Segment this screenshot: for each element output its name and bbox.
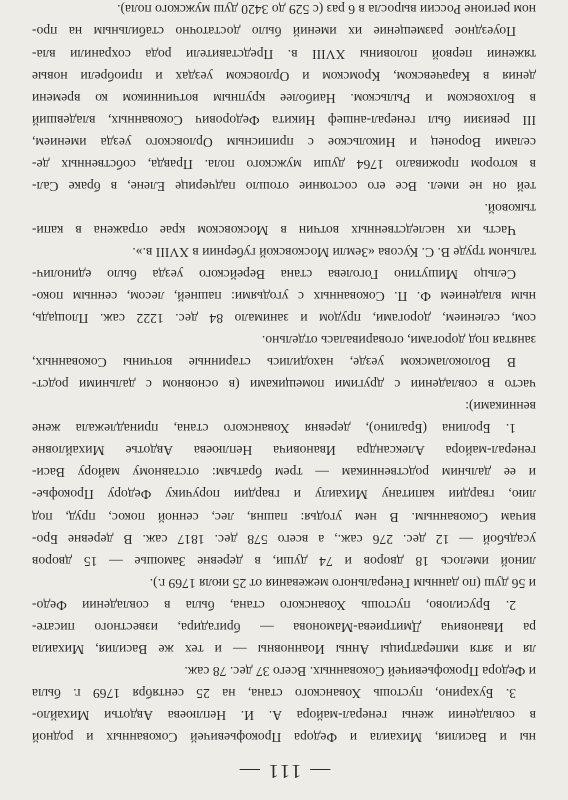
text-line: тыковой. bbox=[484, 200, 536, 216]
text-line: 1. Бролина (Бралино), деревня Хованского стана, принадлежала жене bbox=[32, 421, 516, 437]
text-line: дения в Карачевском, Кромском и Орловском уездах и приобрели новые bbox=[32, 68, 536, 84]
text-line: линой имелось 18 дворов и 74 души, в деревне Замошье — 15 дворов bbox=[32, 553, 536, 569]
text-line: лию, гвардии капитану Михаилу и гвардии поручику Федору Прокофье- bbox=[32, 487, 536, 503]
text-line: занятая под дорогами, оговаривалась отдельно. bbox=[261, 333, 536, 349]
text-line: часто в совладении с другими помещиками (в основном с дальними родст- bbox=[32, 377, 536, 393]
text-line: Поуездное размещение их имений было достаточно стабильным на про- bbox=[32, 24, 516, 40]
body-text bbox=[32, 0, 536, 748]
text-line: ном регионе России выросла в 6 раз (с 529 до 3420 душ мужского пола). bbox=[117, 2, 536, 18]
text-line: венниками): bbox=[465, 399, 536, 415]
text-line: ны и Василия, Михаила и Федора Прокофьевичей Сокованных и родной bbox=[32, 730, 536, 745]
text-line: В Волоколамском уезде, находились старинные вотчины Сокованных, bbox=[32, 355, 516, 371]
text-line: Часть их наследственных вотчин в Московском крае отражена в капи- bbox=[32, 222, 516, 238]
text-line: сом, селением, дорогами, прудом и занимало 84 дес. 1222 саж. Площадь, bbox=[32, 311, 536, 327]
text-line: 2. Брусилово, пустошь Хованского стана, была в совладении Федо- bbox=[32, 597, 516, 613]
text-line: в котором проживало 1764 души мужского пола. Правда, собственных де- bbox=[32, 156, 536, 172]
text-line: селами Воронец и Никольское с приписным Орловского уезда имением, bbox=[32, 134, 536, 150]
text-line: тяжении первой половины XVIII в. Представители рода сохранили вла- bbox=[32, 46, 536, 62]
text-line: в Болховском и Рыльском. Наиболее крупным вотчинником ко времени bbox=[32, 90, 536, 106]
text-line: 3. Бухарино, пустошь Хованского стана, на 25 сентября 1769 г. была bbox=[32, 685, 516, 701]
text-line: в совладении жены генерал-майора А. И. Неплюева Авдотьи Михайло- bbox=[32, 707, 536, 723]
text-line: и ее дальним родственникам — трем братьям: отставному майору Васи- bbox=[32, 465, 536, 481]
page-number: — 111 — bbox=[237, 760, 331, 782]
text-line: и 56 душ (по данным Генерального межевания от 25 июля 1769 г.). bbox=[149, 575, 536, 591]
text-line: и Федора Прокофьевичей Сокованных. Всего 37 дес. 78 саж. bbox=[184, 663, 536, 679]
text-line: ным владением Ф. П. Сокованных с угодьями: пашней, лесом, сенным поко- bbox=[32, 289, 536, 305]
text-line: генерал-майора Александра Ивановича Неплюева Авдотье Михайловне bbox=[32, 443, 536, 459]
text-line: III ревизии был генерал-аншеф Никита Федорович Сокованных, владевший bbox=[32, 112, 536, 128]
text-line: вичам Сокованным. В нем угодья: пашня, лес, сенной покос, пруд, под bbox=[32, 509, 536, 525]
text-line: Сельцо Мишутино Гоголева стана Верейского уезда было единолич- bbox=[32, 267, 516, 283]
text-line: ра Ивановича Дмитриева-Мамонова — бригадира, известного писате- bbox=[32, 619, 536, 635]
text-line: тей он не имел. Все его состояние отошло падчерице Елене, в браке Сал- bbox=[32, 178, 536, 194]
text-line: усадьбой — 12 дес. 276 саж., а всего 578 дес. 1817 саж. В деревне Бро- bbox=[32, 531, 536, 547]
text-line: тальном труде В. С. Кусова «Земли Московской губернии в XVIII в.». bbox=[132, 244, 536, 260]
text-line: ля и зятя императрицы Анны Иоанновны — и тех же Василия, Михаила bbox=[32, 641, 536, 657]
